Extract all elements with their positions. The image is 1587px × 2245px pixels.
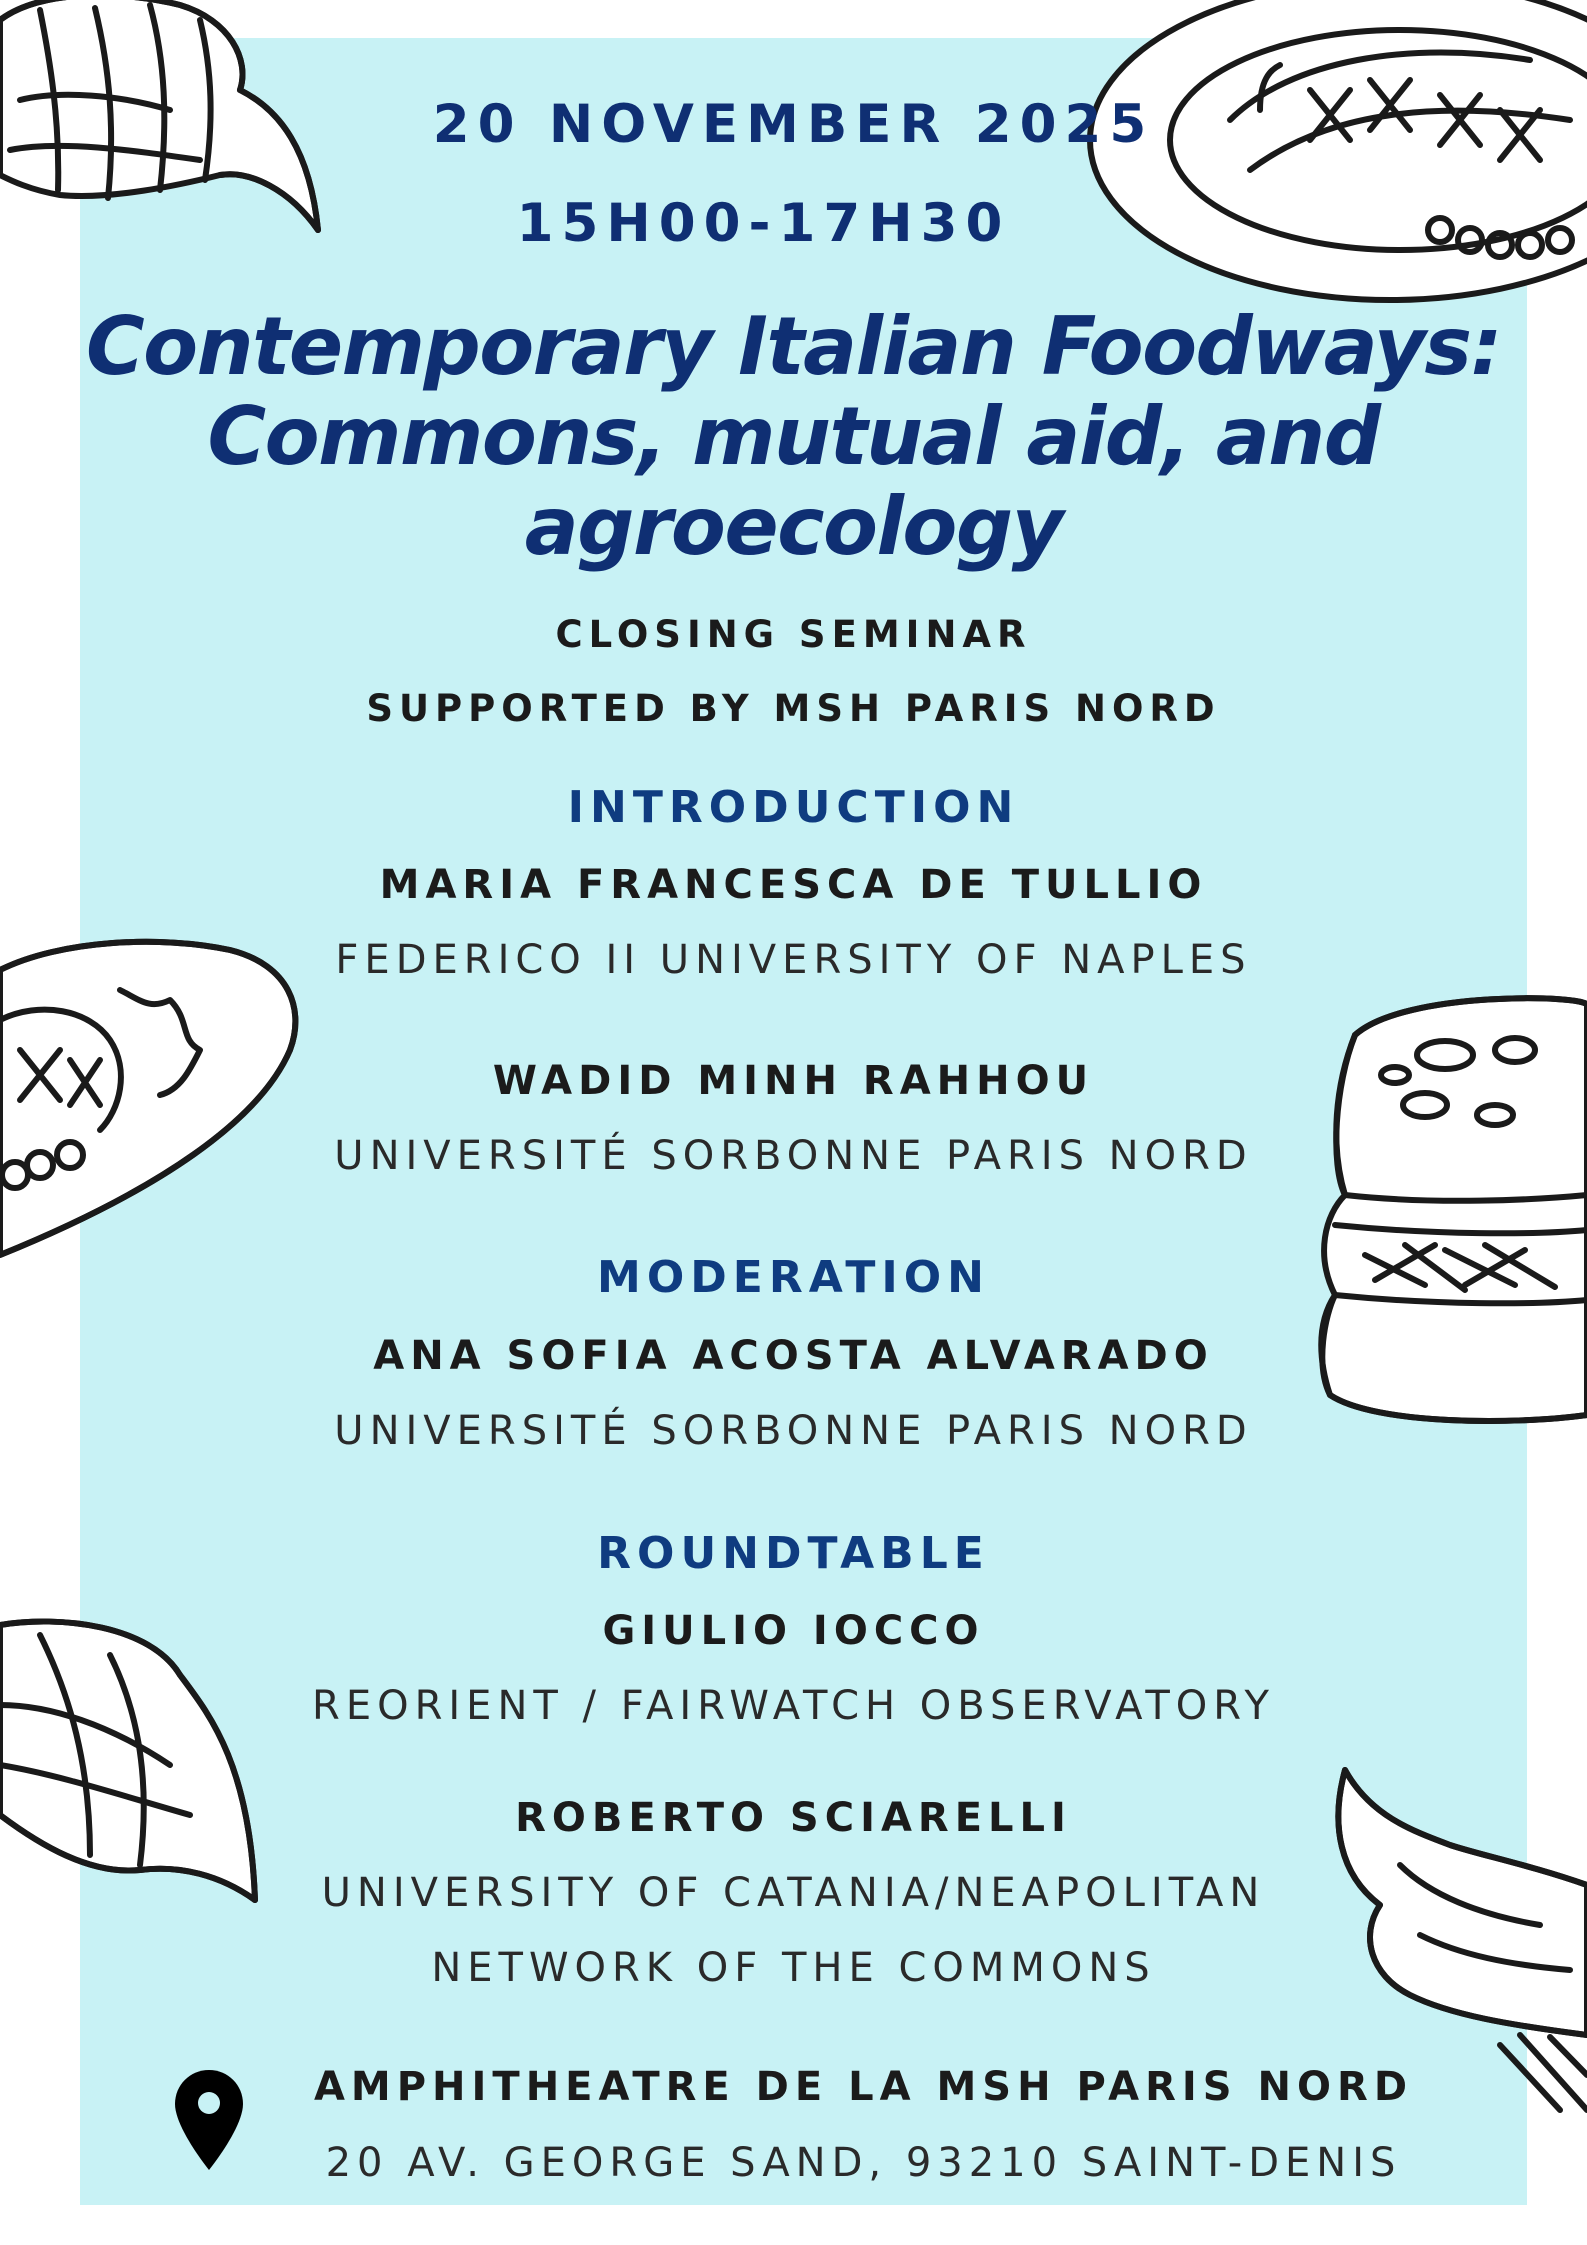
speaker-name: ANA SOFIA ACOSTA ALVARADO (373, 1333, 1214, 1379)
speaker-affiliation: REORIENT / FAIRWATCH OBSERVATORY (312, 1683, 1275, 1729)
speaker-name: WADID MINH RAHHOU (492, 1058, 1095, 1104)
venue-address: 20 AV. GEORGE SAND, 93210 SAINT-DENIS (325, 2140, 1402, 2186)
plated-dish-top-right-illustration (1110, 0, 1587, 330)
speaker-affiliation: FEDERICO II UNIVERSITY OF NAPLES (335, 937, 1252, 983)
speaker-name: ROBERTO SCIARELLI (515, 1795, 1072, 1841)
event-title-line-2: Commons, mutual aid, and (207, 390, 1380, 483)
speaker-affiliation: UNIVERSITÉ SORBONNE PARIS NORD (334, 1133, 1253, 1179)
event-title-line-1: Contemporary Italian Foodways: (85, 300, 1502, 393)
event-support: SUPPORTED BY MSH PARIS NORD (366, 687, 1221, 730)
section-heading-moderation: MODERATION (597, 1252, 990, 1303)
speaker-affiliation-continued: NETWORK OF THE COMMONS (431, 1945, 1156, 1991)
event-date: 20 NOVEMBER 2025 (432, 94, 1155, 155)
event-title-line-3: agroecology (524, 480, 1063, 573)
venue-name: AMPHITHEATRE DE LA MSH PARIS NORD (313, 2064, 1414, 2110)
section-heading-introduction: INTRODUCTION (567, 782, 1020, 833)
section-heading-roundtable: ROUNDTABLE (597, 1528, 990, 1579)
speaker-name: MARIA FRANCESCA DE TULLIO (379, 862, 1208, 908)
event-type: CLOSING SEMINAR (555, 613, 1032, 656)
speaker-name: GIULIO IOCCO (602, 1608, 985, 1654)
event-time: 15H00-17H30 (516, 193, 1011, 254)
speaker-affiliation: UNIVERSITÉ SORBONNE PARIS NORD (334, 1408, 1253, 1454)
speaker-affiliation: UNIVERSITY OF CATANIA/NEAPOLITAN (321, 1870, 1266, 1916)
